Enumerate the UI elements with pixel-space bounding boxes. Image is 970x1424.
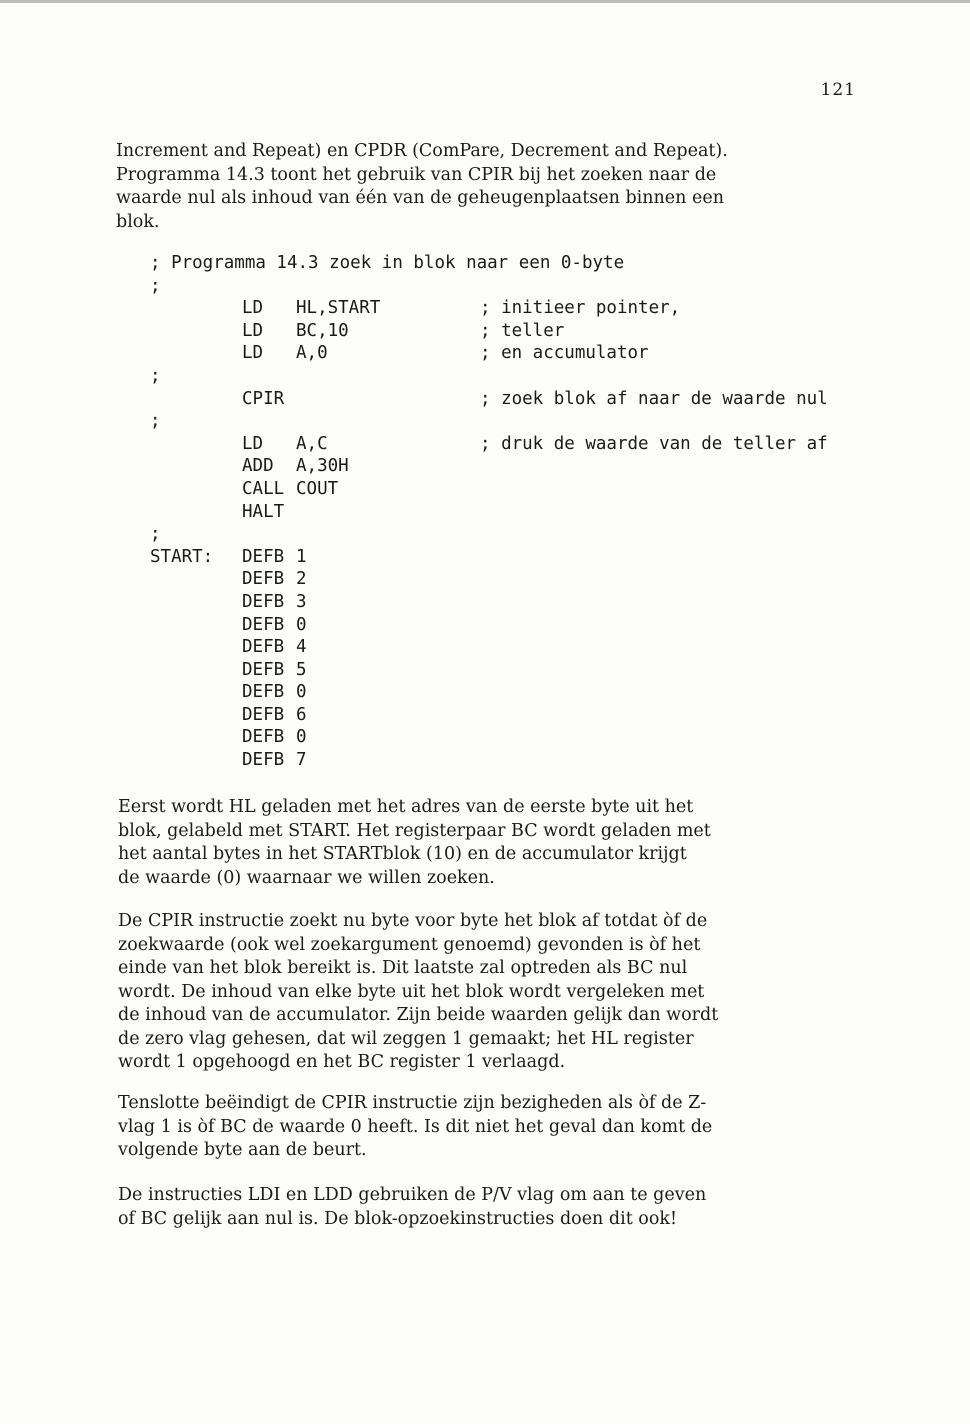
paragraph-line: De instructies LDI en LDD gebruiken de P/V vlag om aan te geven [118,1185,707,1205]
code-mnemonic: LD [242,320,264,341]
paragraph-line: of BC gelijk aan nul is. De blok-opzoekinstructies doen dit ook! [118,1208,677,1229]
code-operand: 6 [296,704,307,725]
explanation-paragraph-4 [118,1184,706,1231]
paragraph-line: zoekwaarde (ook wel zoekargument genoemd) gevonden is òf het [118,934,701,955]
paragraph-line: de waarde (0) waarnaar we willen zoeken. [118,867,495,888]
code-comment: ; teller [480,320,565,341]
page-number: 121 [820,80,856,100]
code-comment-line: ; [150,524,161,545]
code-operand: 0 [296,727,307,748]
code-operand: 0 [296,614,307,635]
code-operand: 4 [296,637,307,658]
code-mnemonic: CPIR [242,388,285,409]
code-comment: ; initieer pointer, [480,298,681,319]
explanation-paragraph-3 [118,1092,712,1163]
code-comment-line: ; Programma 14.3 zoek in blok naar een 0-byte [150,253,625,273]
code-mnemonic: DEFB [242,704,285,725]
intro-line: blok. [116,211,160,232]
code-mnemonic: DEFB [242,750,285,771]
paragraph-line: wordt 1 opgehoogd en het BC register 1 verlaagd. [118,1052,566,1072]
code-mnemonic: CALL [242,478,285,499]
code-mnemonic: LD [242,433,264,454]
code-mnemonic: LD [242,298,264,319]
paragraph-line: de inhoud van de accumulator. Zijn beide waarden gelijk dan wordt [118,1005,719,1025]
code-comment: ; zoek blok af naar de waarde nul [480,388,828,409]
code-operand: HL,START [296,298,381,319]
code-operand: BC,10 [296,320,349,341]
code-comment-line: ; [150,275,161,296]
code-operand: A,30H [296,456,349,477]
paragraph-line: einde van het blok bereikt is. Dit laatste zal optreden als BC nul [118,958,688,978]
top-edge-rule [0,0,970,3]
code-mnemonic: DEFB [242,637,285,658]
paragraph-line: de zero vlag gehesen, dat wil zeggen 1 gemaakt; het HL register [118,1028,694,1049]
code-comment-line: ; [150,365,161,386]
intro-line: Programma 14.3 toont het gebruik van CPIR bij het zoeken naar de [116,164,717,185]
code-mnemonic: DEFB [242,614,285,635]
code-mnemonic: DEFB [242,727,285,748]
paragraph-line: blok, gelabeld met START. Het registerpaar BC wordt geladen met [118,820,711,841]
code-comment: ; en accumulator [480,343,649,364]
code-mnemonic: ADD [242,456,274,477]
code-operand: COUT [296,478,339,499]
code-operand: 2 [296,569,307,590]
code-mnemonic: LD [242,343,264,364]
code-operand: 1 [296,546,307,567]
code-mnemonic: DEFB [242,659,285,680]
code-operand: 7 [296,750,307,771]
code-comment-line: ; [150,411,161,432]
code-mnemonic: DEFB [242,682,285,703]
intro-line: waarde nul als inhoud van één van de geheugenplaatsen binnen een [116,188,724,208]
intro-line: Increment and Repeat) en CPDR (ComPare, Decrement and Repeat). [116,141,728,161]
code-label: START: [150,546,214,567]
code-operand: A,C [296,433,328,454]
code-comment: ; druk de waarde van de teller af [480,433,828,454]
code-mnemonic: DEFB [242,546,285,567]
paragraph-line: wordt. De inhoud van elke byte uit het blok wordt vergeleken met [118,981,705,1002]
paragraph-line: Tenslotte beëindigt de CPIR instructie zijn bezigheden als òf de Z- [118,1093,707,1113]
paragraph-line: het aantal bytes in het STARTblok (10) en de accumulator krijgt [118,844,687,864]
code-operand: A,0 [296,343,328,364]
code-operand: 3 [296,591,307,612]
paragraph-line: vlag 1 is òf BC de waarde 0 heeft. Is dit niet het geval dan komt de [118,1116,713,1137]
intro-paragraph [116,140,728,234]
code-operand: 5 [296,659,307,680]
code-mnemonic: DEFB [242,591,285,612]
paragraph-line: volgende byte aan de beurt. [118,1140,367,1160]
code-operand: 0 [296,682,307,703]
paragraph-line: Eerst wordt HL geladen met het adres van de eerste byte uit het [118,797,694,817]
code-mnemonic: HALT [242,501,285,522]
code-mnemonic: DEFB [242,569,285,590]
paragraph-line: De CPIR instructie zoekt nu byte voor byte het blok af totdat òf de [118,911,708,931]
explanation-paragraph-2 [118,910,718,1075]
explanation-paragraph-1 [118,796,711,890]
